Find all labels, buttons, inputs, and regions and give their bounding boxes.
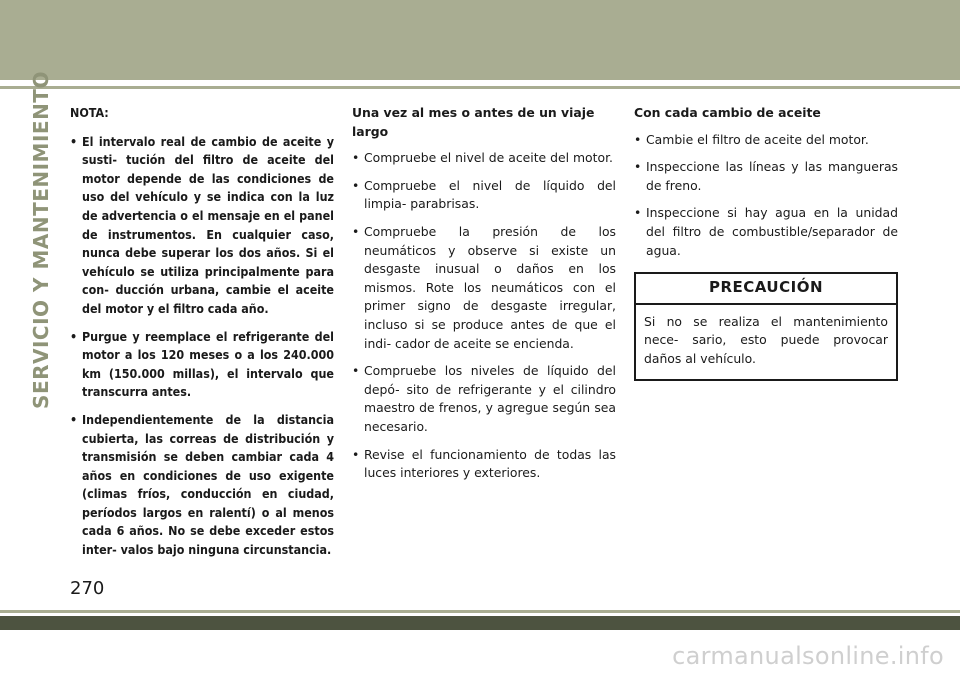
bottom-divider xyxy=(0,610,960,613)
oil-change-list xyxy=(634,131,898,261)
top-divider xyxy=(0,86,960,89)
section-side-tab xyxy=(28,71,54,409)
caution-box xyxy=(634,272,898,380)
note-item: • Purgue y reemplace el refrigerante del motor a los 120 meses o a los 240.000 km (150.000 millas), el intervalo que transcurra antes. xyxy=(70,328,334,402)
oil-change-item: • Inspeccione si hay agua en la unidad del filtro de combustible/separador de agua. xyxy=(634,204,898,260)
oil-change-heading: Con cada cambio de aceite xyxy=(634,105,821,120)
monthly-item: • Compruebe la presión de los neumáticos y observe si existe un desgaste inusual o daños en los mismos. Rote los neumáticos con el primer signo de desgaste irregular, incluso si se produce antes de que el indi- cador de aceite se encienda. xyxy=(352,223,616,353)
page-number: 270 xyxy=(70,578,105,599)
watermark-text: carmanualsonline.info xyxy=(672,642,944,670)
oil-change-item: • Cambie el filtro de aceite del motor. xyxy=(634,131,898,150)
column-oil-change xyxy=(634,104,898,381)
note-list xyxy=(70,133,334,560)
column-monthly-checks xyxy=(352,104,616,492)
oil-change-item: • Inspeccione las líneas y las mangueras de freno. xyxy=(634,158,898,195)
monthly-list xyxy=(352,149,616,483)
caution-body: Si no se realiza el mantenimiento nece- sario, esto puede provocar daños al vehículo. xyxy=(644,313,888,366)
monthly-item: • Compruebe los niveles de líquido del depó- sito de refrigerante y el cilindro maestro de frenos, y agregue según sea necesario. xyxy=(352,362,616,436)
note-heading: NOTA: xyxy=(70,105,109,120)
column-notes xyxy=(70,104,334,569)
note-item: • El intervalo real de cambio de aceite y susti- tución del filtro de aceite del motor depende de las condiciones de uso del vehículo y se indica con la luz de advertencia o el mensaje en el panel de instrumentos. En cualquier caso, nunca debe superar los dos años. Si el vehículo se utiliza principalmente para con- ducción urbana, cambie el aceite del motor y el filtro cada año. xyxy=(70,133,334,319)
monthly-heading: Una vez al mes o antes de un viaje largo xyxy=(352,105,595,139)
bottom-color-band xyxy=(0,616,960,630)
note-item: • Independientemente de la distancia cubierta, las correas de distribución y transmisión se deben cambiar cada 4 años en condiciones de uso exigente (climas fríos, conducción en ciudad, períodos largos en ralentí) o al menos cada 6 años. No se debe exceder estos inter- valos bajo ninguna circunstancia. xyxy=(70,411,334,560)
caution-title: PRECAUCIÓN xyxy=(636,274,896,305)
monthly-item: • Compruebe el nivel de aceite del motor. xyxy=(352,149,616,168)
top-color-band xyxy=(0,0,960,80)
monthly-item: • Compruebe el nivel de líquido del limpia- parabrisas. xyxy=(352,177,616,214)
section-tab-label: SERVICIO Y MANTENIMIENTO xyxy=(29,71,53,409)
monthly-item: • Revise el funcionamiento de todas las luces interiores y exteriores. xyxy=(352,446,616,483)
